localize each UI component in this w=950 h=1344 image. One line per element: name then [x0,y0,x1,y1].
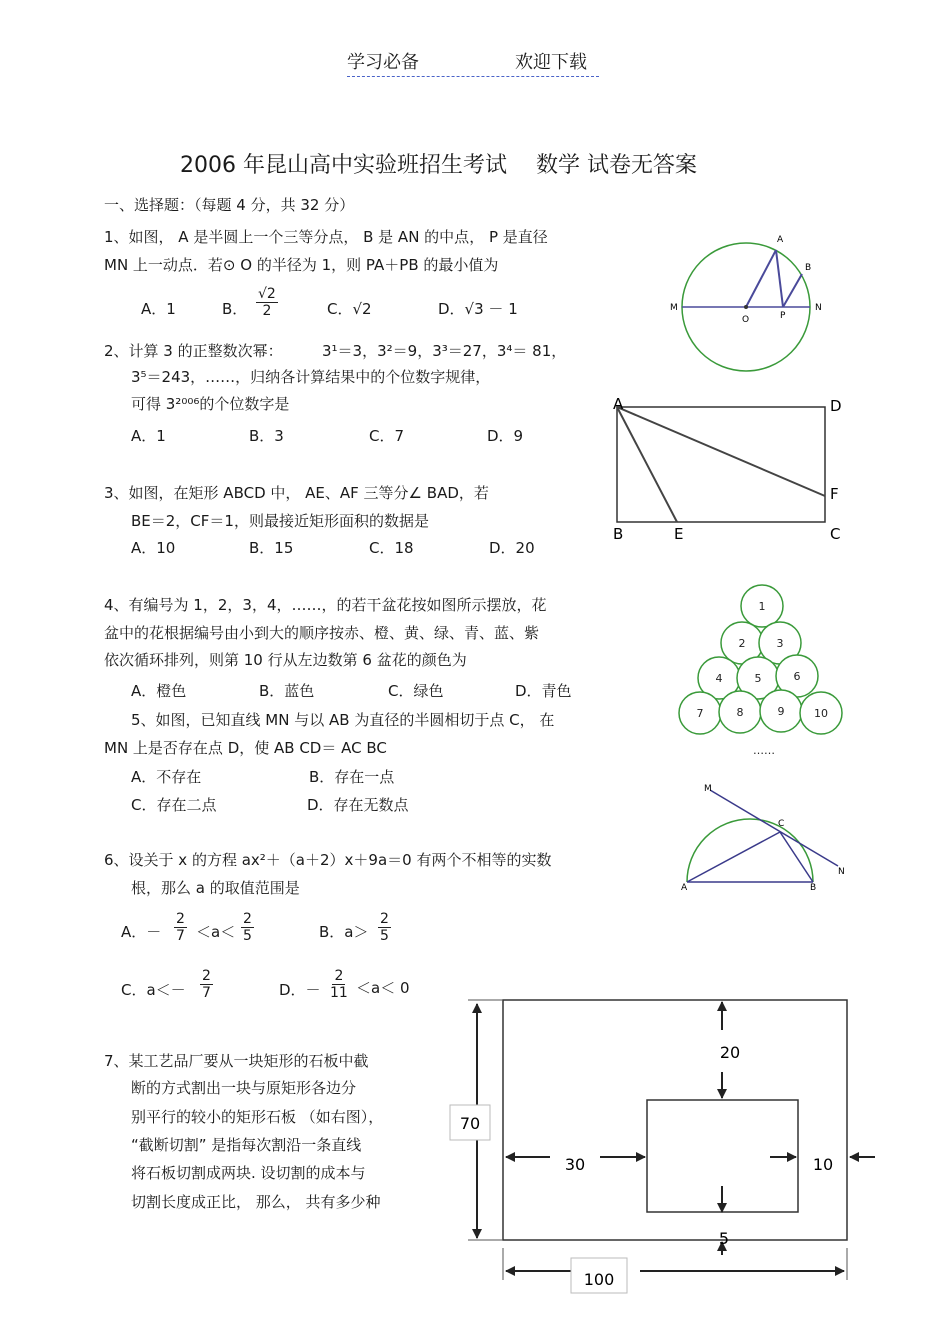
q2-line3: 可得 3²⁰⁰⁶的个位数字是 [131,395,290,413]
q6-option-b-prefix: B．a＞ [319,923,369,941]
q3-fig-label-b: B [613,525,624,543]
pot-9: 9 [777,705,785,718]
q7-fig-left: 30 [564,1155,586,1174]
q6-d-den: 11 [330,985,348,1001]
q5-fig-label-b: B [810,883,817,893]
q6-a-num2: 2 [243,911,252,927]
q3-option-c: C．18 [369,539,414,557]
q3-line2: BE＝2，CF＝1，则最接近矩形面积的数据是 [131,512,429,530]
q1-fig-label-a: A [777,235,784,245]
q7-fig-top: 20 [719,1043,741,1062]
q3-rectangle-figure [610,395,850,545]
q6-option-d-suffix: ＜a＜ 0 [356,979,410,997]
q6-a-den1: 7 [176,928,185,944]
q2-option-b: B．3 [249,427,284,445]
q2-line1a: 2、计算 3 的正整数次幂： [104,342,283,360]
q3-fig-label-d: D [830,397,842,415]
q6-option-b-frac [378,911,391,944]
q5-line1: 5、如图，已知直线 MN 与以 AB 为直径的半圆相切于点 C， 在 [131,711,555,729]
q6-option-a-prefix: A．－ [121,923,162,941]
q6-option-c-frac [200,968,213,1001]
q7-stone-slab-figure [440,990,890,1300]
q7-fig-bottom: 5 [718,1229,730,1248]
q6-c-num: 2 [202,968,211,984]
q6-option-a-frac1 [174,911,187,944]
q3-fig-label-f: F [830,485,839,503]
q4-option-d: D．青色 [515,682,572,700]
q5-fig-label-m: M [704,784,712,794]
q6-option-c-prefix: C．a＜－ [121,981,186,999]
q4-option-c: C．绿色 [388,682,444,700]
q7-fig-width: 100 [583,1270,615,1289]
q1-optb-num: √2 [258,286,276,302]
q6-option-a-frac2 [241,911,254,944]
q7-fig-right: 10 [812,1155,834,1174]
q4-line3: 依次循环排列，则第 10 行从左边数第 6 盆花的颜色为 [104,651,467,669]
q3-option-a: A．10 [131,539,176,557]
q5-option-b: B．存在一点 [309,768,395,786]
page-header [347,46,599,77]
q7-line2: 断的方式割出一块与原矩形各边分 [131,1079,357,1097]
q1-option-d: D．√3 － 1 [438,300,518,318]
q2-option-a: A．1 [131,427,166,445]
q6-option-d-frac [330,968,348,1001]
q2-option-d: D．9 [487,427,524,445]
q1-option-a: A．1 [141,300,176,318]
q1-optb-den: 2 [262,303,272,319]
q1-circle-figure [670,232,822,372]
q6-a-num1: 2 [176,911,185,927]
q2-line1b: 3¹＝3，3²＝9，3³＝27，3⁴＝ 81， [322,342,567,360]
pot-1: 1 [758,600,766,613]
q6-b-den: 5 [380,928,389,944]
q1-fig-label-o: O [742,315,750,325]
q6-line2: 根，那么 a 的取值范围是 [131,879,300,897]
q6-line1: 6、设关于 x 的方程 ax²＋（a＋2）x＋9a＝0 有两个不相等的实数 [104,851,552,869]
q5-semicircle-figure [680,782,850,897]
q6-a-den2: 5 [243,928,252,944]
q1-fig-label-m: M [670,303,678,313]
section-heading: 一、选择题：（每题 4 分，共 32 分） [104,196,355,214]
q1-option-c: C．√2 [327,300,372,318]
q2-option-c: C．7 [369,427,405,445]
pot-3: 3 [776,637,784,650]
q1-fig-label-p: P [780,311,786,321]
q7-line3: 别平行的较小的矩形石板 （如右图）， [131,1108,384,1126]
pot-7: 7 [696,707,704,720]
page-title: 2006 年昆山高中实验班招生考试 数学 试卷无答案 [180,153,697,178]
pot-2: 2 [738,637,746,650]
q2-line2: 3⁵＝243，……，归纳各计算结果中的个位数字规律， [131,368,491,386]
q5-fig-label-a: A [681,883,688,893]
q1-line2: MN 上一动点．若⊙ O 的半径为 1，则 PA＋PB 的最小值为 [104,256,499,274]
header-right: 欢迎下载 [515,52,587,73]
q5-option-c: C．存在二点 [131,796,217,814]
q3-fig-label-a: A [613,395,624,413]
q1-option-b: B． [222,300,248,318]
pot-5: 5 [754,672,762,685]
q3-fig-label-e: E [674,525,684,543]
q6-c-den: 7 [202,985,211,1001]
header-left: 学习必备 [347,52,419,73]
q1-fig-label-n: N [815,303,822,313]
pot-10: 10 [814,707,828,720]
pot-4: 4 [715,672,723,685]
q3-fig-label-c: C [830,525,841,543]
q3-line1: 3、如图，在矩形 ABCD 中， AE、AF 三等分∠ BAD，若 [104,484,489,502]
q7-line4: “截断切割” 是指每次割沿一条直线 [131,1136,362,1154]
q5-option-d: D．存在无数点 [307,796,409,814]
q7-fig-height: 70 [459,1114,481,1133]
q5-fig-label-c: C [778,819,785,829]
pot-6: 6 [793,670,801,683]
q5-fig-label-n: N [838,867,845,877]
q7-line6: 切割长度成正比， 那么， 共有多少种 [131,1193,381,1211]
q4-option-b: B．蓝色 [259,682,315,700]
q7-line5: 将石板切割成两块. 设切割的成本与 [131,1164,366,1182]
q4-line2: 盆中的花根据编号由小到大的顺序按赤、橙、黄、绿、青、蓝、紫 [104,624,540,642]
q6-b-num: 2 [380,911,389,927]
q4-option-a: A．橙色 [131,682,187,700]
q3-option-b: B．15 [249,539,294,557]
q1-line1: 1、如图， A 是半圆上一个三等分点， B 是 AN 的中点， P 是直径 [104,228,548,246]
q4-line1: 4、有编号为 1，2，3，4，……，的若干盆花按如图所示摆放，花 [104,596,547,614]
q5-line2: MN 上是否存在点 D，使 AB CD＝ AC BC [104,739,387,757]
q7-line1: 7、某工艺品厂要从一块矩形的石板中截 [104,1052,369,1070]
q6-option-d-prefix: D．－ [279,981,321,999]
pot-8: 8 [736,706,744,719]
q1-option-b-fraction [256,286,278,319]
q1-fig-label-b: B [805,263,812,273]
q3-option-d: D．20 [489,539,535,557]
q4-flowerpot-figure [676,584,846,759]
q6-d-num: 2 [334,968,344,984]
q6-option-a-mid: ＜a＜ [196,923,236,941]
pot-ellipsis: …… [753,744,775,757]
q5-option-a: A．不存在 [131,768,202,786]
